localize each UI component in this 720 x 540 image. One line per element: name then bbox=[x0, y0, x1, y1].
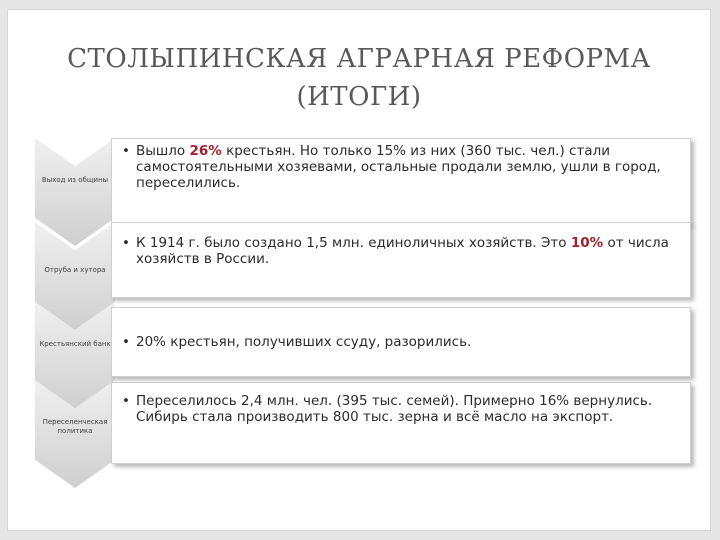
title-line-1: СТОЛЫПИНСКАЯ АГРАРНАЯ РЕФОРМА bbox=[67, 44, 651, 74]
text-part: К 1914 г. было создано 1,5 млн. единоличных хозяйств. Это bbox=[136, 235, 571, 251]
title-line-2: (ИТОГИ) bbox=[296, 82, 422, 112]
row-label: Переселенческая политика bbox=[42, 418, 108, 435]
bullet-text bbox=[136, 235, 682, 267]
bullet-text bbox=[136, 143, 682, 191]
bullet-dot: • bbox=[122, 393, 130, 409]
highlight-value: 26% bbox=[189, 143, 222, 159]
text-part: Вышло bbox=[136, 143, 190, 159]
chevron-shape bbox=[35, 138, 115, 246]
row-label: Отруба и хутора bbox=[44, 266, 106, 274]
bullet-item bbox=[122, 334, 682, 350]
text-part: от числа хозяйств в России. bbox=[136, 235, 669, 267]
row-label: Выход из общины bbox=[41, 176, 109, 184]
highlight-value: 10% bbox=[570, 235, 604, 251]
bullet-dot: • bbox=[122, 334, 130, 350]
bullet-text: Переселилось 2,4 млн. чел. (395 тыс. семей). Примерно 16% вернулись. Сибирь стала производить 800 тыс. зерна и всё масло на экспорт. bbox=[136, 393, 653, 425]
bullet-item bbox=[122, 235, 682, 267]
slide bbox=[8, 10, 710, 530]
bullet-dot: • bbox=[122, 235, 130, 251]
bullet-item bbox=[122, 393, 682, 425]
content-box bbox=[111, 138, 691, 224]
row-label: Крестьянский банк bbox=[39, 340, 111, 348]
text-part: крестьян. Но только 15% из них (360 тыс. чел.) стали самостоятельными хозяевами, остальные продали землю, ушли в город, переселились. bbox=[136, 143, 661, 191]
slide-title bbox=[8, 40, 710, 116]
content-box bbox=[111, 382, 691, 464]
content-box bbox=[111, 307, 691, 377]
bullet-dot: • bbox=[122, 143, 130, 159]
bullet-text: 20% крестьян, получивших ссуду, разорились. bbox=[136, 334, 472, 350]
content-box bbox=[111, 222, 691, 298]
bullet-item bbox=[122, 143, 682, 191]
